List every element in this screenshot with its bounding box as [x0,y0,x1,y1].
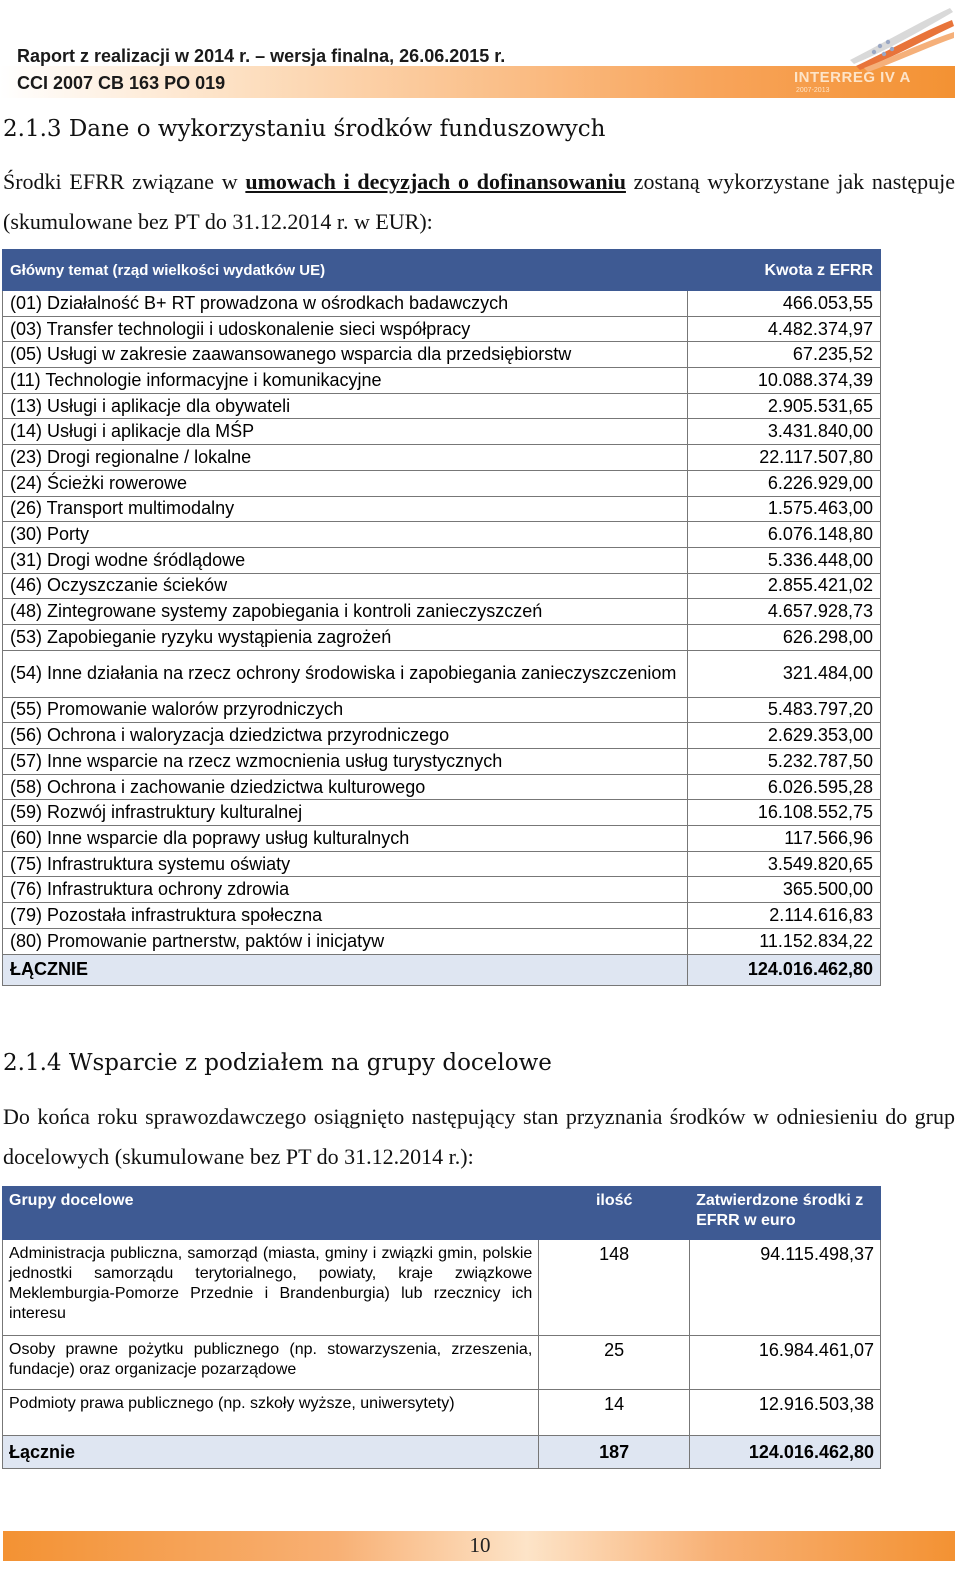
group-amount: 94.115.498,37 [690,1240,881,1336]
group-count: 25 [539,1336,690,1390]
table-row [3,697,881,723]
table-row [3,291,881,317]
row-label: (60) Inne wsparcie dla poprawy usług kulturalnych [3,826,688,852]
row-value: 16.108.552,75 [688,800,881,826]
row-value: 117.566,96 [688,826,881,852]
row-value: 5.336.448,00 [688,547,881,573]
row-label: (79) Pozostała infrastruktura społeczna [3,903,688,929]
row-value: 321.484,00 [688,650,881,697]
col-header-groups: Grupy docelowe [3,1187,539,1240]
col-header-amount: Zatwierdzone środki z EFRR w euro [690,1187,881,1240]
table-row [3,851,881,877]
table-row [3,342,881,368]
para-part-1: Środki EFRR związane w [3,169,246,194]
page-number: 10 [469,1533,491,1557]
row-value: 1.575.463,00 [688,496,881,522]
table-row [3,419,881,445]
total-amount: 124.016.462,80 [690,1436,881,1469]
row-value: 11.152.834,22 [688,928,881,954]
row-value: 2.629.353,00 [688,723,881,749]
total-label: Łącznie [3,1436,539,1469]
table-row [3,928,881,954]
row-label: (24) Ścieżki rowerowe [3,470,688,496]
total-value: 124.016.462,80 [688,954,881,985]
row-value: 4.657.928,73 [688,599,881,625]
row-label: (57) Inne wsparcie na rzecz wzmocnienia usług turystycznych [3,749,688,775]
row-label: (13) Usługi i aplikacje dla obywateli [3,393,688,419]
table-row [3,903,881,929]
row-label: (56) Ochrona i waloryzacja dziedzictwa przyrodniczego [3,723,688,749]
table-row [3,368,881,394]
row-value: 5.483.797,20 [688,697,881,723]
table-row [3,877,881,903]
row-value: 6.226.929,00 [688,470,881,496]
efrr-theme-table [2,249,881,986]
row-value: 2.114.616,83 [688,903,881,929]
group-label: Osoby prawne pożytku publicznego (np. stowarzyszenia, zrzeszenia, fundacje) oraz organizacje pozarządowe [3,1336,539,1390]
row-value: 4.482.374,97 [688,316,881,342]
table-row [3,826,881,852]
row-label: (76) Infrastruktura ochrony zdrowia [3,877,688,903]
table-row [3,650,881,697]
row-label: (53) Zapobieganie ryzyku wystąpienia zagrożeń [3,624,688,650]
table-row [3,522,881,548]
section-title-214: 2.1.4 Wsparcie z podziałem na grupy docelowe [3,1050,552,1076]
table-row [3,723,881,749]
logo-years: 2007-2013 [796,87,830,94]
table-row [3,393,881,419]
table-row [3,316,881,342]
table-row [3,800,881,826]
group-label: Podmioty prawa publicznego (np. szkoły wyższe, uniwersytety) [3,1390,539,1436]
section-213-paragraph [3,162,955,242]
row-label: (30) Porty [3,522,688,548]
row-label: (55) Promowanie walorów przyrodniczych [3,697,688,723]
row-label: (48) Zintegrowane systemy zapobiegania i kontroli zanieczyszczeń [3,599,688,625]
row-label: (05) Usługi w zakresie zaawansowanego wsparcia dla przedsiębiorstw [3,342,688,368]
col-header-amount: Kwota z EFRR [688,250,881,291]
logo-text: INTERREG IV A [794,69,911,86]
row-value: 67.235,52 [688,342,881,368]
table-row [3,445,881,471]
row-label: (03) Transfer technologii i udoskonalenie sieci współpracy [3,316,688,342]
row-value: 6.026.595,28 [688,774,881,800]
group-label: Administracja publiczna, samorząd (miasta, gminy i związki gmin, polskie jednostki samorządu terytorialnego, powiaty, kraje związkowe Meklemburgia-Pomorze Przednie i Brandenburgia) lub rzecznicy ich interesu [3,1240,539,1336]
section-214-paragraph: Do końca roku sprawozdawczego osiągnięto następujący stan przyznania środków w odniesieniu do grup docelowych (skumulowane bez PT do 31.12.2014 r.): [3,1104,955,1169]
table-total-row [3,1436,881,1469]
row-label: (54) Inne działania na rzecz ochrony środowiska i zapobiegania zanieczyszczeniom [3,650,688,697]
report-title: Raport z realizacji w 2014 r. – wersja finalna, 26.06.2015 r. [17,46,506,66]
table-row [3,749,881,775]
group-count: 14 [539,1390,690,1436]
report-code: CCI 2007 CB 163 PO 019 [17,73,226,93]
table-row [3,599,881,625]
row-value: 466.053,55 [688,291,881,317]
para-part-2: zostaną wykorzystane jak następuje (skumulowane bez PT do 31.12.2014 r. w EUR): [3,169,956,234]
row-label: (23) Drogi regionalne / lokalne [3,445,688,471]
target-groups-table [2,1186,881,1469]
row-label: (31) Drogi wodne śródlądowe [3,547,688,573]
row-value: 365.500,00 [688,877,881,903]
row-label: (75) Infrastruktura systemu oświaty [3,851,688,877]
row-value: 6.076.148,80 [688,522,881,548]
section-title-213: 2.1.3 Dane o wykorzystaniu środków funduszowych [3,116,606,142]
row-label: (26) Transport multimodalny [3,496,688,522]
table-row [3,624,881,650]
row-value: 5.232.787,50 [688,749,881,775]
table-header-row [3,250,881,291]
table-row [3,470,881,496]
group-count: 148 [539,1240,690,1336]
total-count: 187 [539,1436,690,1469]
row-value: 2.905.531,65 [688,393,881,419]
total-label: ŁĄCZNIE [3,954,688,985]
table-row [3,1240,881,1336]
row-label: (58) Ochrona i zachowanie dziedzictwa kulturowego [3,774,688,800]
table-row [3,774,881,800]
row-value: 626.298,00 [688,624,881,650]
row-value: 3.431.840,00 [688,419,881,445]
col-header-count: ilość [539,1187,690,1240]
row-label: (59) Rozwój infrastruktury kulturalnej [3,800,688,826]
group-amount: 16.984.461,07 [690,1336,881,1390]
para-underlined: umowach i decyzjach o dofinansowaniu [245,169,626,194]
row-label: (01) Działalność B+ RT prowadzona w ośrodkach badawczych [3,291,688,317]
table-total-row [3,954,881,985]
table-row [3,1390,881,1436]
row-label: (80) Promowanie partnerstw, paktów i inicjatyw [3,928,688,954]
row-label: (46) Oczyszczanie ścieków [3,573,688,599]
table-row [3,1336,881,1390]
row-label: (14) Usługi i aplikacje dla MŚP [3,419,688,445]
table-row [3,496,881,522]
row-value: 10.088.374,39 [688,368,881,394]
table-header-row [3,1187,881,1240]
table-row [3,573,881,599]
page-header [0,0,960,100]
group-amount: 12.916.503,38 [690,1390,881,1436]
row-value: 22.117.507,80 [688,445,881,471]
col-header-theme: Główny temat (rząd wielkości wydatków UE) [3,250,688,291]
row-value: 3.549.820,65 [688,851,881,877]
row-label: (11) Technologie informacyjne i komunikacyjne [3,368,688,394]
row-value: 2.855.421,02 [688,573,881,599]
table-row [3,547,881,573]
